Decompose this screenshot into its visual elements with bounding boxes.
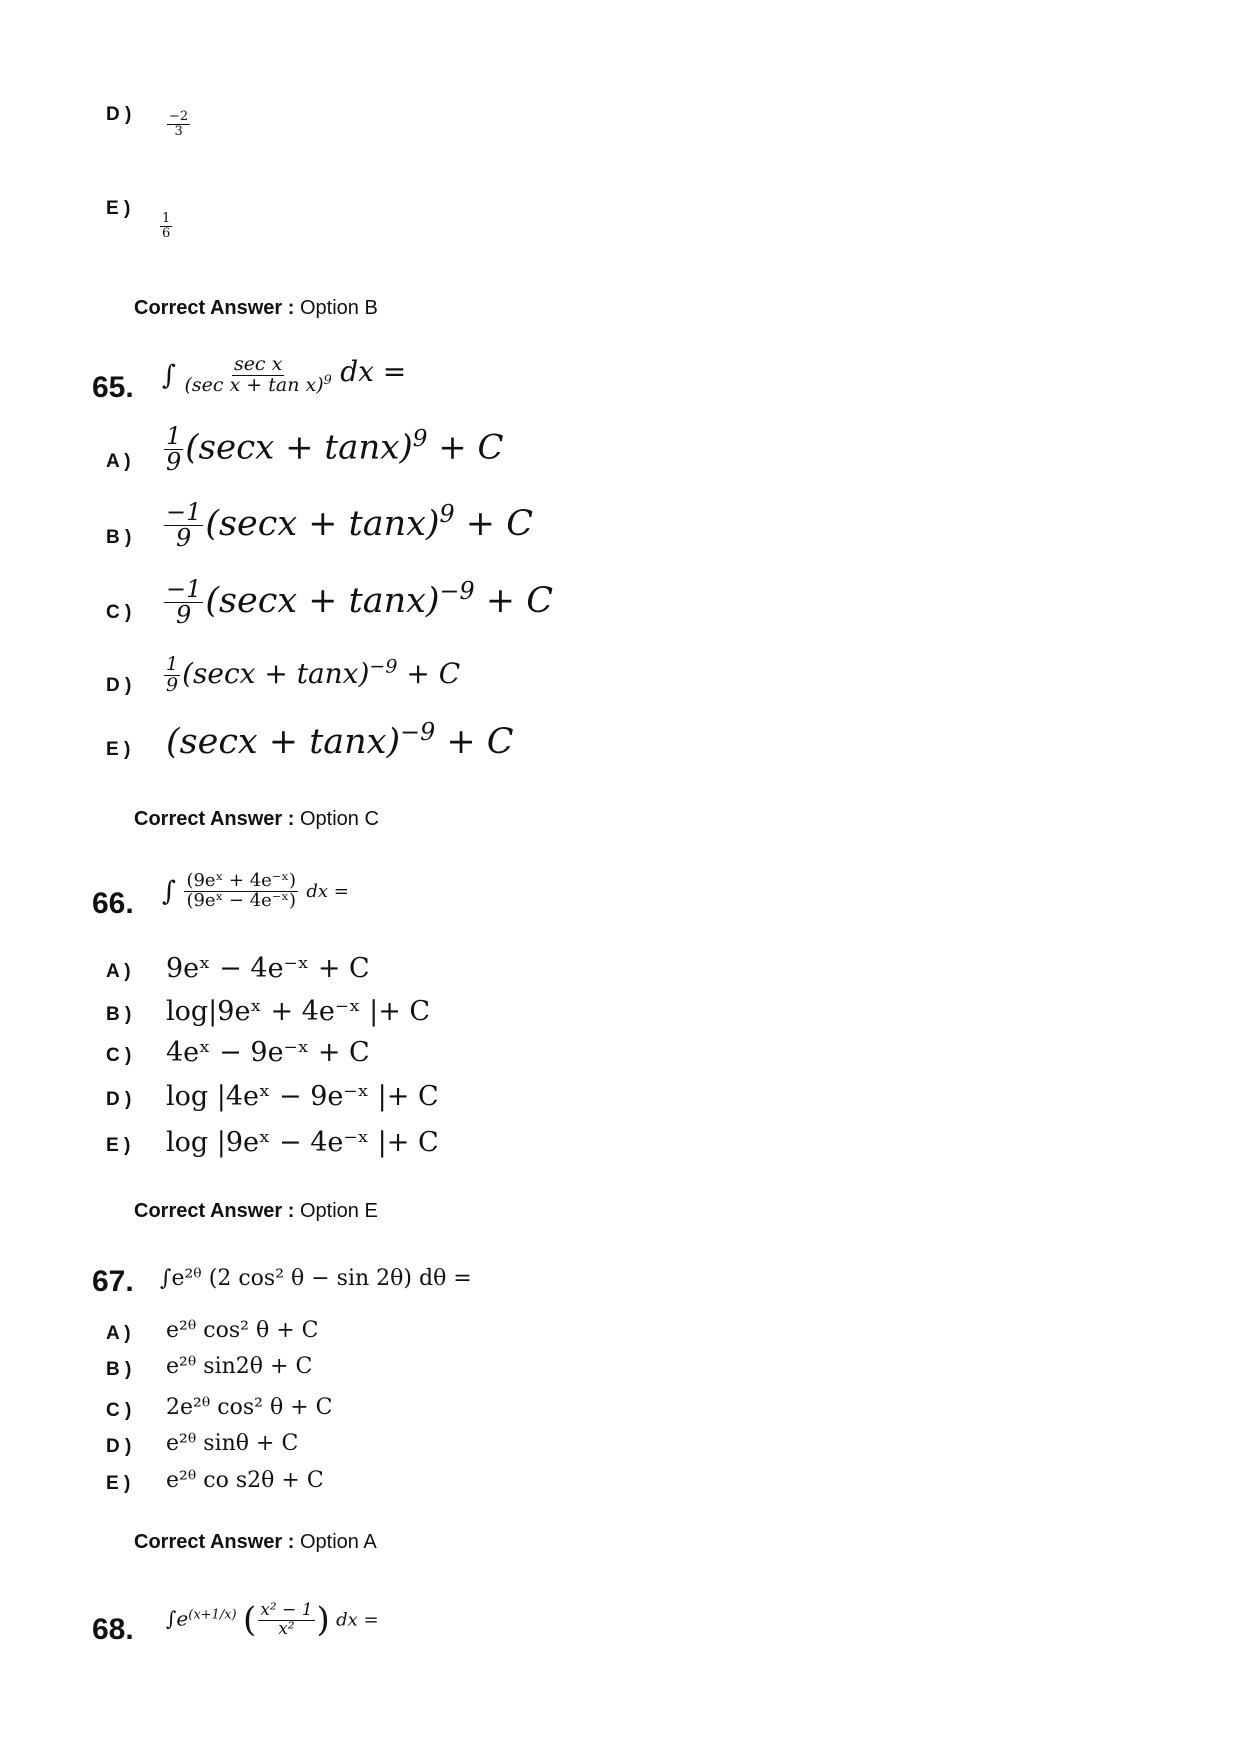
option-e-expression: log |9eˣ − 4e⁻ˣ |+ C [166, 1127, 439, 1158]
expression-tail: + C [485, 581, 553, 622]
exponent: −9 [369, 655, 398, 678]
right-paren: ) [316, 1600, 330, 1640]
fraction-denominator [184, 372, 332, 396]
fraction-numerator: 1 [162, 211, 171, 226]
question-number: 68. [92, 1613, 134, 1646]
coefficient-numerator: 1 [166, 653, 179, 675]
correct-answer-value: Option E [299, 1200, 378, 1222]
denominator-exponent: 9 [323, 372, 332, 388]
correct-answer-label: Correct Answer : [134, 1200, 295, 1222]
option-label: B ) [106, 527, 132, 548]
correct-answer [134, 1200, 378, 1223]
expression-tail: + C [406, 656, 461, 690]
stem-tail: dx = [340, 355, 407, 388]
option-c-expression [162, 577, 553, 628]
stem-tail: dx = [336, 1609, 379, 1631]
option-label: A ) [106, 451, 131, 472]
question-stem [162, 872, 349, 911]
coefficient-denominator: 9 [166, 448, 182, 477]
option-a-expression: e²ᶿ cos² θ + C [166, 1318, 319, 1343]
option-label: C ) [106, 602, 132, 623]
stem-tail: dx = [306, 880, 349, 902]
option-label: E ) [106, 198, 131, 219]
exponent: 9 [439, 500, 455, 529]
correct-answer-value: Option C [299, 808, 379, 830]
coefficient-denominator: 9 [166, 673, 179, 696]
correct-answer [134, 297, 378, 320]
option-label: E ) [106, 1473, 131, 1494]
option-d-value [165, 110, 192, 138]
fraction-denominator: 3 [174, 123, 183, 139]
correct-answer-value: Option B [299, 297, 378, 319]
denominator-base: (sec x + tan x) [184, 374, 324, 396]
fraction-numerator: −2 [169, 109, 189, 124]
option-label: E ) [106, 739, 131, 760]
option-label: D ) [106, 1436, 132, 1457]
expression-body: (secx + tanx) [205, 581, 440, 622]
question-number: 65. [92, 371, 134, 404]
exponent: −9 [400, 717, 436, 746]
option-e-expression [166, 717, 514, 762]
fraction-denominator: x² [278, 1618, 295, 1639]
expression-tail: + C [438, 427, 504, 468]
correct-answer-label: Correct Answer : [134, 1531, 295, 1553]
question-number: 67. [92, 1265, 134, 1298]
correct-answer-label: Correct Answer : [134, 808, 295, 830]
option-label: D ) [106, 1089, 132, 1110]
question-stem: ∫e²ᶿ (2 cos² θ − sin 2θ) dθ = [160, 1266, 472, 1291]
integral-sign: ∫ [162, 360, 177, 392]
question-stem [166, 1600, 379, 1640]
integral-sign: ∫ [162, 876, 177, 908]
expression-body: (secx + tanx) [182, 656, 370, 690]
option-label: C ) [106, 1045, 132, 1066]
question-stem [162, 355, 406, 396]
correct-answer-value: Option A [299, 1531, 377, 1553]
option-e-value [158, 212, 174, 240]
coefficient-denominator: 9 [176, 601, 192, 630]
exponent: 9 [412, 425, 428, 452]
option-a-expression: 9eˣ − 4e⁻ˣ + C [166, 953, 370, 984]
option-label: A ) [106, 1323, 131, 1344]
option-d-expression: e²ᶿ sinθ + C [166, 1431, 299, 1456]
integral-exp-base: ∫e [166, 1606, 189, 1631]
fraction-denominator: (9eˣ − 4e⁻ˣ) [186, 889, 296, 911]
option-b-expression: e²ᶿ sin2θ + C [166, 1354, 313, 1379]
option-d-expression [162, 655, 460, 696]
expression-tail: + C [465, 504, 534, 545]
fraction-numerator: x² − 1 [260, 1599, 313, 1620]
expression-body: (secx + tanx) [166, 722, 401, 762]
option-label: C ) [106, 1400, 132, 1421]
correct-answer [134, 808, 379, 831]
coefficient-denominator: 9 [176, 524, 192, 553]
option-label: D ) [106, 104, 132, 125]
option-b-expression: log|9eˣ + 4e⁻ˣ |+ C [166, 996, 431, 1027]
coefficient-numerator: −1 [166, 575, 202, 603]
option-c-expression: 2e²ᶿ cos² θ + C [166, 1395, 333, 1420]
coefficient-numerator: 1 [166, 422, 182, 450]
exponent: −9 [439, 577, 475, 606]
left-paren: ( [242, 1600, 257, 1640]
coefficient-numerator: −1 [166, 498, 202, 526]
expression-body: (secx + tanx) [185, 427, 413, 468]
option-a-expression [162, 424, 504, 475]
option-c-expression: 4eˣ − 9e⁻ˣ + C [166, 1037, 370, 1068]
option-label: D ) [106, 675, 132, 696]
expression-body: (secx + tanx) [205, 504, 440, 545]
option-b-expression [162, 500, 533, 551]
option-label: E ) [106, 1135, 131, 1156]
question-number: 66. [92, 887, 134, 920]
fraction-numerator: (9eˣ + 4e⁻ˣ) [186, 870, 296, 891]
option-label: A ) [106, 961, 131, 982]
option-d-expression: log |4eˣ − 9e⁻ˣ |+ C [166, 1081, 439, 1112]
correct-answer-label: Correct Answer : [134, 297, 295, 319]
fraction-denominator: 6 [162, 225, 171, 241]
correct-answer [134, 1531, 377, 1554]
exponent: (x+1/x) [188, 1607, 237, 1623]
option-e-expression: e²ᶿ co s2θ + C [166, 1468, 324, 1493]
expression-tail: + C [446, 722, 514, 762]
option-label: B ) [106, 1004, 132, 1025]
fraction-numerator: sec x [233, 353, 283, 376]
option-label: B ) [106, 1359, 132, 1380]
